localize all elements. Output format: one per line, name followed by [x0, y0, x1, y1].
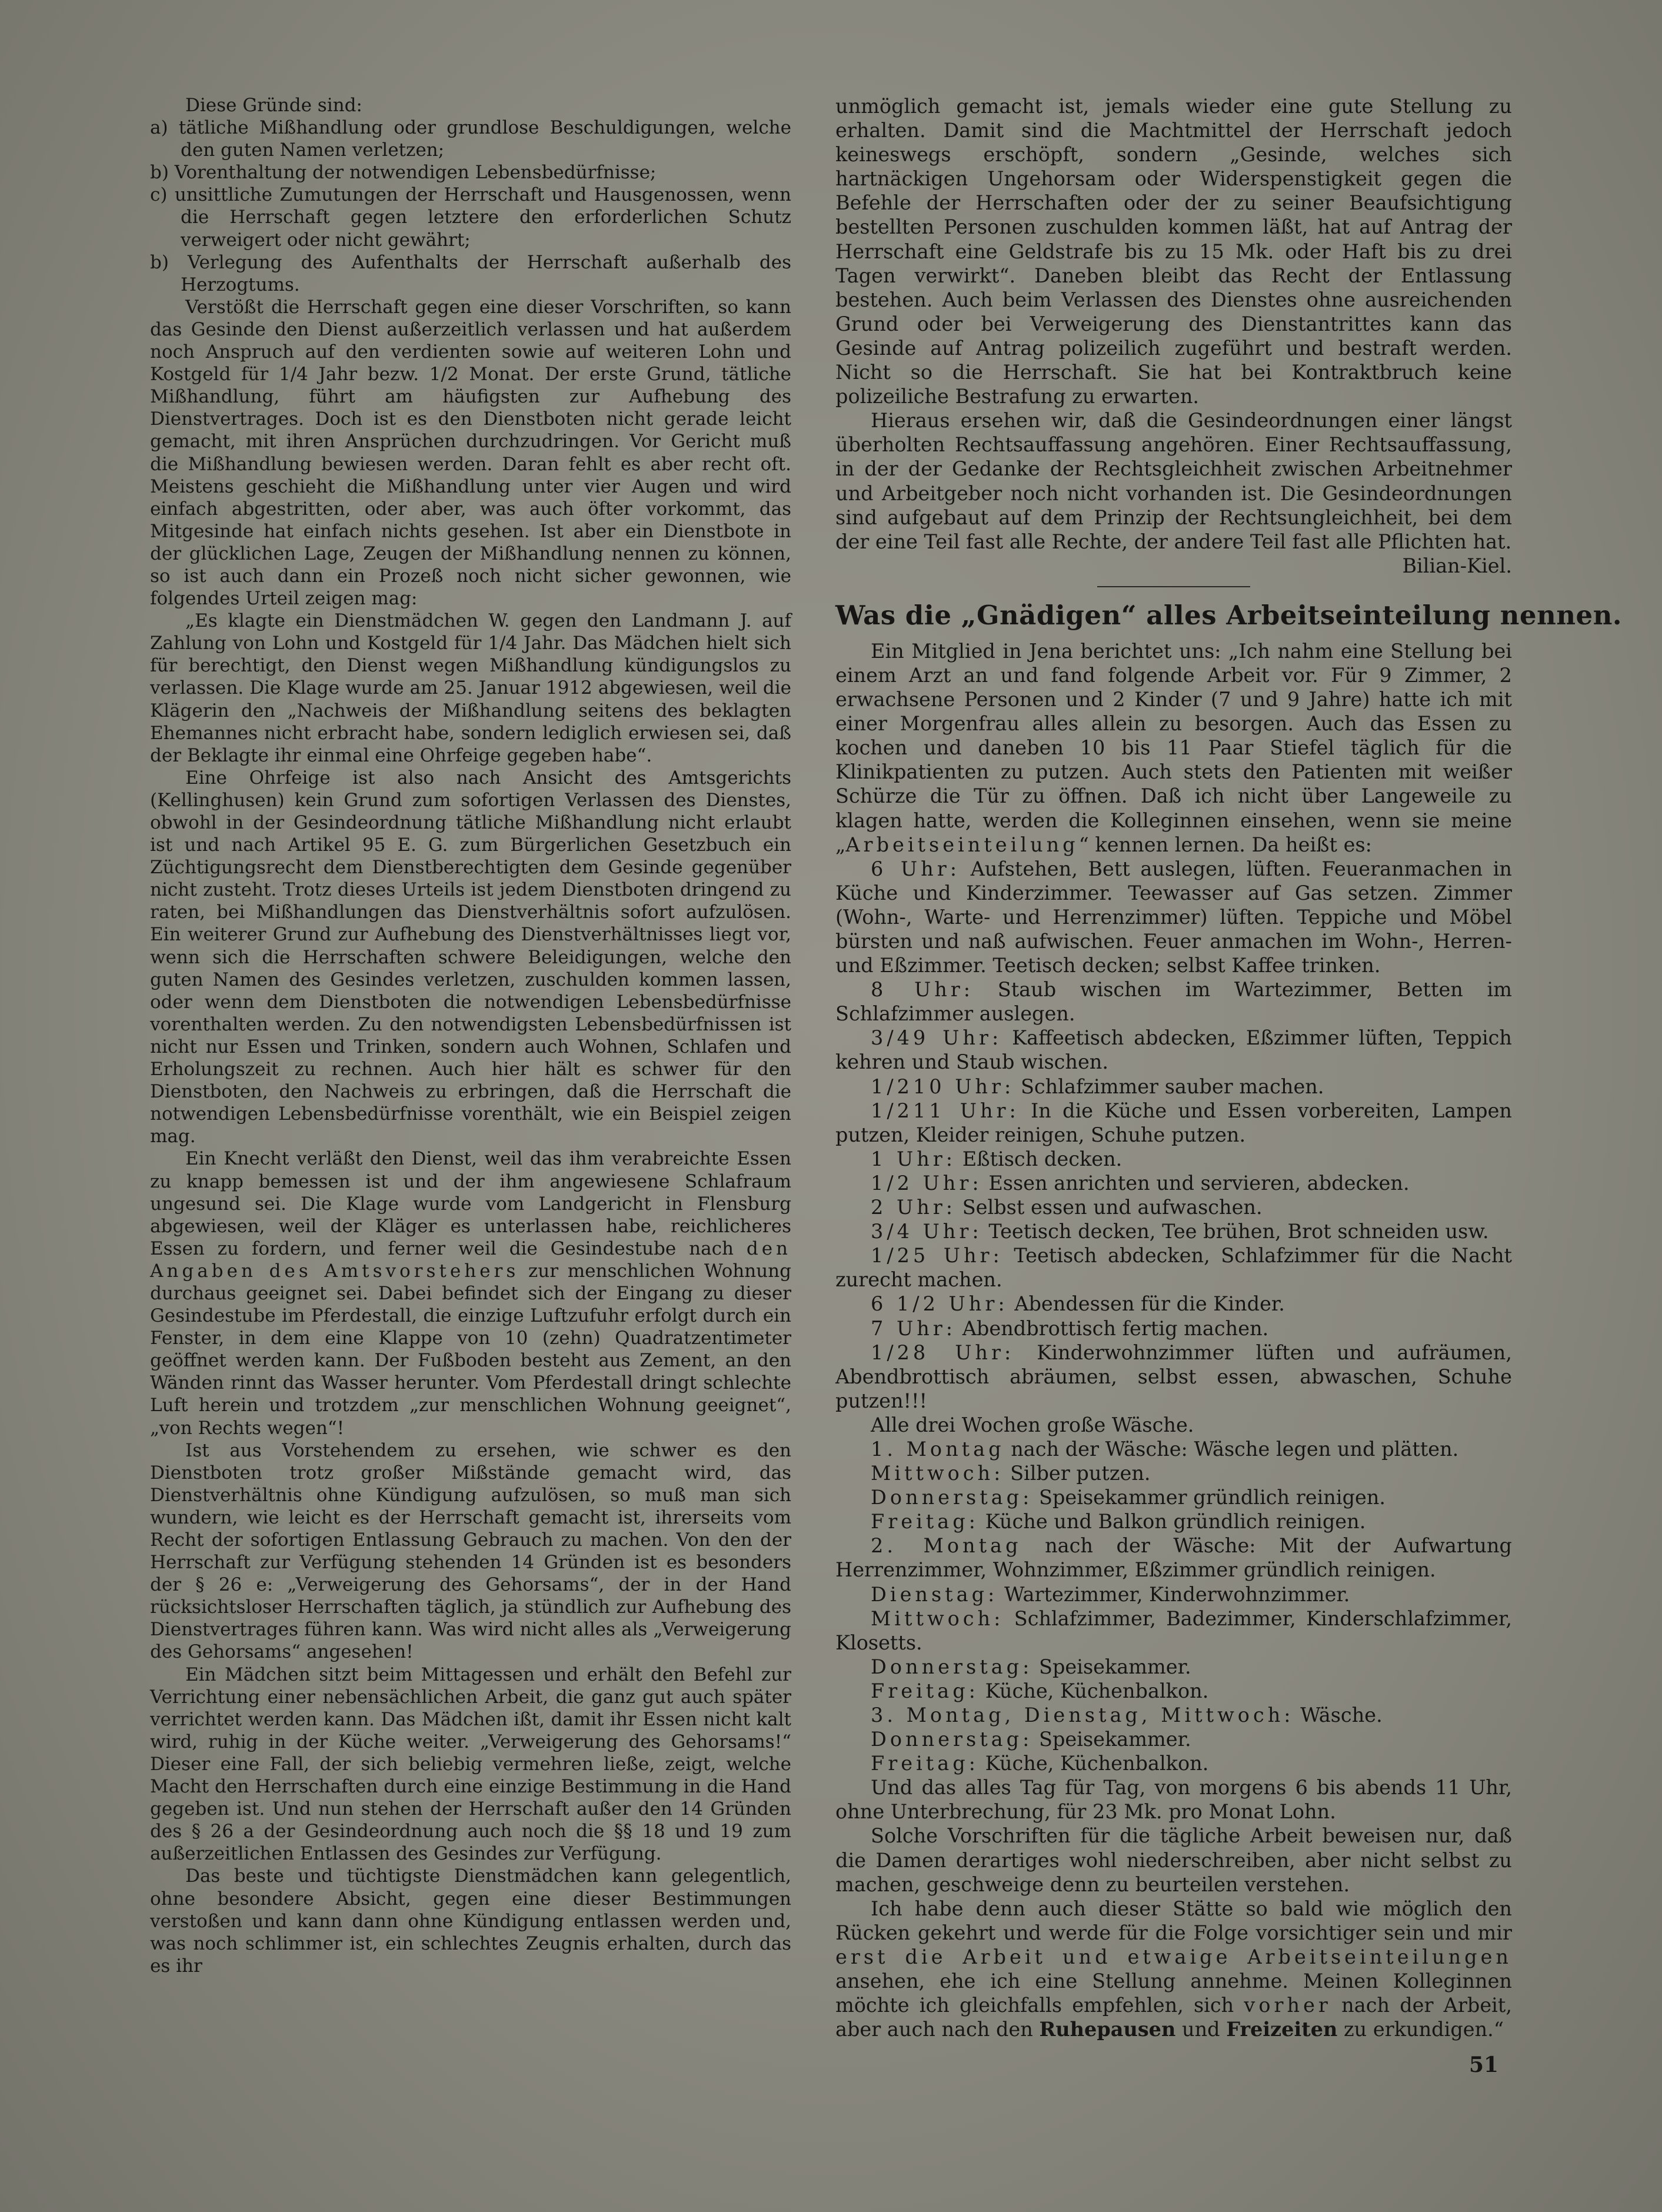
reason-b: b) Vorenthaltung der notwendigen Lebensbedürfnisse; — [150, 162, 657, 184]
daily-schedule — [835, 857, 1512, 1413]
author-signature: Bilian-Kiel. — [1402, 554, 1512, 577]
schedule-task: Speisekammer. — [1039, 1655, 1191, 1678]
schedule-time: 6 Uhr: — [871, 857, 960, 880]
schedule-entry — [835, 1534, 1512, 1582]
schedule-task: nach der Wäsche: Mit der Aufwartung Herrenzimmer, Wohnzimmer, Eßzimmer gründlich reinigen. — [835, 1534, 1512, 1582]
schedule-task: In die Küche und Essen vorbereiten, Lampen putzen, Kleider reinigen, Schuhe putzen. — [835, 1099, 1512, 1146]
schedule-entry — [835, 1655, 1512, 1679]
schedule-task: Eßtisch decken. — [962, 1147, 1123, 1170]
spaced-arbeit: erst die Arbeit und etwaige Arbeitseinteilungen — [835, 1945, 1512, 1968]
schedule-task: Teetisch decken, Tee brühen, Brot schneiden usw. — [988, 1220, 1489, 1243]
schedule-time: 1. Montag — [871, 1437, 1005, 1461]
paragraph-closing: Ich habe denn auch dieser Stätte so bald wie möglich den Rücken gekehrt und werde für die Folge vorsichtiger sein und mir erst die Arbeit und etwaige Arbeitseinteilungen ansehen, ehe ich eine Stellung annehme. Meinen Kolleginnen möchte ich gleichfalls empfehlen, sich vorher nach der Arbeit, aber auch nach den Ruhepausen und Freizeiten zu erkundigen.“ — [835, 1897, 1512, 2041]
schedule-time: 3/4 Uhr: — [871, 1220, 982, 1243]
schedule-entry — [835, 1461, 1512, 1485]
weekly-intro: Alle drei Wochen große Wäsche. — [871, 1413, 1194, 1436]
schedule-entry — [835, 857, 1512, 977]
schedule-time: 6 1/2 Uhr: — [871, 1292, 1008, 1316]
paragraph-ohrfeige: Eine Ohrfeige ist also nach Ansicht des Amtsgerichts (Kellinghusen) kein Grund zum sofortigen Verlassen des Dienstes, obwohl in der Gesindeordnung tätliche Mißhandlung nicht erlaubt ist und nach Artikel 95 E. G. zum Bürgerlichen Gesetzbuch ein Züchtigungsrecht dem Dienstberechtigten dem Gesinde gegenüber nicht zusteht. Trotz dieses Urteils ist jedem Dienstboten dringend zu raten, bei Mißhandlungen das Dienstverhältnis sofort aufzulösen. Ein weiterer Grund zur Aufhebung des Dienstverhältnisses liegt vor, wenn sich die Herrschaften schwere Beleidigungen, welche den guten Namen des Gesindes verletzen, zuschulden kommen lassen, oder wenn dem Dienstboten die notwendigen Lebensbedürfnisse vorenthalten werden. Zu den notwendigsten Lebensbedürfnissen ist nicht nur Essen und Trinken, sondern auch Wohnen, Schlafen und Erholungszeit zu rechnen. Auch hier hält es schwer für den Dienstboten, den Nachweis zu erbringen, daß die Herrschaft die notwendigen Lebensbedürfnisse vorenthält, wie ein Beispiel zeigen mag. — [150, 767, 791, 1147]
schedule-task: Selbst essen und aufwaschen. — [962, 1196, 1263, 1219]
schedule-time: 1/211 Uhr: — [871, 1099, 1020, 1122]
schedule-time: 3/49 Uhr: — [871, 1026, 1002, 1050]
schedule-time: 1/2 Uhr: — [871, 1171, 982, 1195]
schedule-entry — [835, 1485, 1512, 1509]
schedule-task: nach der Wäsche: Wäsche legen und plätten. — [1011, 1437, 1459, 1461]
schedule-entry — [835, 1099, 1512, 1147]
spaced-vorher: vorher — [1244, 1994, 1331, 2017]
schedule-task: Speisekammer. — [1039, 1728, 1191, 1751]
schedule-task: Kaffeetisch abdecken, Eßzimmer lüften, Teppich kehren und Staub wischen. — [835, 1026, 1512, 1074]
paragraph-rechtsauffassung: Hieraus ersehen wir, daß die Gesindeordnungen einer längst überholten Rechtsauffassung angehören. Einer Rechtsauffassung, in der der Gedanke der Rechtsgleichheit zwischen Arbeitnehmer und Arbeitgeber noch nicht vorhanden ist. Die Gesindeordnungen sind aufgebaut auf dem Prinzip der Rechtsungleichheit, bei dem der eine Teil fast alle Rechte, der andere Teil fast alle Pflichten hat. — [835, 409, 1512, 553]
schedule-time: Donnerstag: — [871, 1655, 1033, 1678]
schedule-time: 1/210 Uhr: — [871, 1075, 1015, 1098]
schedule-time: 7 Uhr: — [871, 1316, 957, 1340]
schedule-task: Aufstehen, Bett auslegen, lüften. Feueranmachen in Küche und Kinderzimmer. Teewasser auf Gas setzen. Zimmer (Wohn-, Warte- und Herrenzimmer) lüften. Teppiche und Möbel bürsten und naß aufwischen. Feuer anmachen im Wohn-, Herren- und Eßzimmer. Teetisch decken; selbst Kaffee trinken. — [835, 857, 1512, 977]
schedule-time: 8 Uhr: — [871, 978, 974, 1002]
schedule-time: Dienstag: — [871, 1582, 998, 1606]
page-number: 51 — [1469, 2053, 1499, 2077]
schedule-entry — [835, 1751, 1512, 1775]
paragraph-dienstmaedchen: Das beste und tüchtigste Dienstmädchen kann gelegentlich, ohne besondere Absicht, gegen eine dieser Bestimmungen verstoßen und kann dann ohne Kündigung entlassen werden und, was noch schlimmer ist, ein schlechtes Zeugnis erhalten, durch das es ihr — [150, 1865, 791, 1977]
section-divider — [1097, 586, 1250, 587]
schedule-time: Mittwoch: — [871, 1606, 1004, 1630]
schedule-time: Freitag: — [871, 1510, 979, 1534]
schedule-entry — [835, 1340, 1512, 1413]
schedule-entry — [835, 1703, 1512, 1727]
continued-paragraph: unmöglich gemacht ist, jemals wieder eine gute Stellung zu erhalten. Damit sind die Machtmittel der Herrschaft jedoch keineswegs erschöpft, sondern „Gesinde, welches sich hartnäckigen Ungehorsam oder Widerspenstigkeit gegen die Befehle der Herrschaften oder der zu seiner Beaufsichtigung bestellten Personen zuschulden kommen läßt, hat auf Antrag der Herrschaft eine Geldstrafe bis zu 15 Mk. oder Haft bis zu drei Tagen verwirkt“. Daneben bleibt das Recht der Entlassung bestehen. Auch beim Verlassen des Dienstes ohne ausreichenden Grund oder bei Verweigerung des Dienstantrittes kann das Gesinde auf Antrag polizeilich zugeführt und bestraft werden. Nicht so die Herrschaft. Sie hat bei Kontraktbruch keine polizeiliche Bestrafung zu erwarten. — [835, 95, 1512, 408]
schedule-entry — [835, 1727, 1512, 1751]
schedule-time: Donnerstag: — [871, 1728, 1033, 1751]
schedule-task: Staub wischen im Wartezimmer, Betten im Schlafzimmer auslegen. — [835, 978, 1513, 1026]
paragraph-entlassung: Ist aus Vorstehendem zu ersehen, wie schwer es den Dienstboten trotz großer Mißstände gemacht wird, das Dienstverhältnis ohne Kündigung aufzulösen, so muß man sich wundern, wie leicht es der Herrschaft gemacht ist, ihrerseits vom Recht der sofortigen Entlassung Gebrauch zu machen. Von den der Herrschaft zur Verfügung stehenden 14 Gründen ist es besonders der § 26 e: „Verweigerung des Gehorsams“, der in der Hand rücksichtsloser Herrschaften täglich, ja stündlich zur Aufhebung des Dienstvertrages führen kann. Was wird nicht alles als „Verweigerung des Gehorsams“ angesehen! — [150, 1439, 791, 1663]
schedule-task: Küche und Balkon gründlich reinigen. — [985, 1510, 1366, 1534]
paragraph-knecht: Ein Knecht verläßt den Dienst, weil das ihm verabreichte Essen zu knapp bemessen ist und der ihm angewiesene Schlafraum ungesund sei. Die Klage wurde vom Landgericht in Flensburg abgewiesen, weil der Kläger es unterlassen habe, reichlicheres Essen zu fordern, und ferner weil die Gesindestube nach den Angaben des Amtsvorstehers zur menschlichen Wohnung durchaus geeignet sei. Dabei befindet sich der Eingang zu dieser Gesindestube im Pferdestall, die einzige Luftzufuhr erfolgt durch ein Fenster, in dem eine Klappe von 10 (zehn) Quadratzentimeter geöffnet werden kann. Der Fußboden besteht aus Zement, an den Wänden rinnt das Wasser herunter. Vom Pferdestall dringt schlechte Luft herein und trotzdem „zur menschlichen Wohnung geeignet“, „von Rechts wegen“! — [150, 1148, 791, 1439]
reasons-intro: Diese Gründe sind: — [185, 95, 362, 116]
reason-a: a) tätliche Mißhandlung oder grundlose Beschuldigungen, welche den guten Namen verletzen; — [150, 117, 791, 161]
schedule-task: Teetisch abdecken, Schlafzimmer für die Nacht zurecht machen. — [835, 1244, 1512, 1292]
schedule-time: 2 Uhr: — [871, 1196, 957, 1219]
court-quote: „Es klagte ein Dienstmädchen W. gegen den Landmann J. auf Zahlung von Lohn und Kostgeld für 1/4 Jahr. Das Mädchen hielt sich für berechtigt, den Dienst wegen Mißhandlung kündigungslos zu verlassen. Die Klage wurde am 25. Januar 1912 abgewiesen, weil die Klägerin den „Nachweis der Mißhandlung seitens des beklagten Ehemannes nicht erbracht habe, sondern lediglich erwiesen sei, daß der Beklagte ihr einmal eine Ohrfeige gegeben habe“. — [150, 610, 791, 766]
schedule-time: 2. Montag — [871, 1534, 1022, 1558]
schedule-task: Kinderwohnzimmer lüften und aufräumen, Abendbrottisch abräumen, selbst essen, abwaschen, Schuhe putzen!!! — [835, 1340, 1512, 1412]
spaced-amtsvorsteher: den Angaben des Amtsvorstehers — [150, 1238, 791, 1282]
schedule-task: Speisekammer gründlich reinigen. — [1039, 1486, 1386, 1509]
paragraph-solche-vorschriften: Solche Vorschriften für die tägliche Arbeit beweisen nur, daß die Damen derartiges wohl niederschreiben, aber nicht selbst zu machen, geschweige denn zu beurteilen verstehen. — [835, 1824, 1512, 1896]
schedule-entry — [835, 1292, 1512, 1316]
schedule-entry — [835, 977, 1512, 1026]
week-3-tasks — [835, 1703, 1512, 1775]
paragraph-mittagessen: Ein Mädchen sitzt beim Mittagessen und erhält den Befehl zur Verrichtung einer nebensächlichen Arbeit, die ganz gut auch später verrichtet werden kann. Das Mädchen ißt, damit ihr Essen nicht kalt wird, ruhig in der Küche weiter. „Verweigerung des Gehorsams!“ Dieser eine Fall, der sich beliebig vermehren ließe, zeigt, welche Macht den Herrschaften durch eine einzige Bestimmung in die Hand gegeben ist. Und nun stehen der Herrschaft außer den 14 Gründen des § 26 a der Gesindeordnung auch noch die §§ 18 und 19 zum außerzeitlichen Entlassen des Gesindes zur Verfügung. — [150, 1664, 791, 1865]
reason-d: b) Verlegung des Aufenthalts der Herrschaft außerhalb des Herzogtums. — [150, 251, 791, 295]
week-1-tasks — [835, 1437, 1512, 1534]
schedule-entry — [835, 1219, 1512, 1243]
week-2-tasks — [835, 1534, 1512, 1703]
schedule-entry — [835, 1147, 1512, 1171]
schedule-entry — [835, 1026, 1512, 1074]
schedule-entry — [835, 1509, 1512, 1534]
schedule-time: Mittwoch: — [871, 1462, 1004, 1485]
schedule-task: Essen anrichten und servieren, abdecken. — [988, 1171, 1410, 1195]
schedule-task: Küche, Küchenbalkon. — [985, 1752, 1209, 1775]
paragraph-tag-fuer-tag: Und das alles Tag für Tag, von morgens 6 bis abends 11 Uhr, ohne Unterbrechung, für 23 Mk. pro Monat Lohn. — [835, 1776, 1512, 1824]
bold-ruhepausen: Ruhepausen — [1039, 2018, 1176, 2041]
right-column — [835, 94, 1623, 2041]
schedule-time: Donnerstag: — [871, 1486, 1033, 1509]
schedule-time: 3. Montag, Dienstag, Mittwoch: — [871, 1704, 1294, 1727]
schedule-entry — [835, 1195, 1512, 1219]
schedule-task: Silber putzen. — [1010, 1462, 1151, 1485]
schedule-task: Schlafzimmer sauber machen. — [1020, 1075, 1324, 1098]
schedule-entry — [835, 1679, 1512, 1703]
bold-freizeiten: Freizeiten — [1226, 2018, 1338, 2041]
schedule-entry — [835, 1243, 1512, 1292]
schedule-entry — [835, 1075, 1512, 1099]
schedule-time: 1/25 Uhr: — [871, 1244, 1003, 1268]
schedule-entry — [835, 1437, 1512, 1461]
schedule-task: Wäsche. — [1300, 1704, 1383, 1727]
schedule-task: Schlafzimmer, Badezimmer, Kinderschlafzimmer, Klosetts. — [835, 1606, 1512, 1654]
left-column — [150, 94, 791, 1977]
schedule-entry — [835, 1606, 1512, 1655]
schedule-time: Freitag: — [871, 1679, 979, 1702]
schedule-entry — [835, 1316, 1512, 1340]
schedule-task: Wartezimmer, Kinderwohnzimmer. — [1004, 1582, 1350, 1606]
schedule-entry — [835, 1582, 1512, 1606]
schedule-time: 1 Uhr: — [871, 1147, 957, 1170]
schedule-task: Küche, Küchenbalkon. — [985, 1679, 1209, 1702]
spaced-arbeitseinteilung: Arbeitseinteilung — [845, 833, 1079, 856]
article-intro: Ein Mitglied in Jena berichtet uns: „Ich nahm eine Stellung bei einem Arzt an und fand folgende Arbeit vor. Für 9 Zimmer, 2 erwachsene Personen und 2 Kinder (7 und 9 Jahre) hatte ich mit einer Morgenfrau alles allein zu besorgen. Auch das Essen zu kochen und daneben 10 bis 11 Paar Stiefel täglich für die Klinikpatienten zu putzen. Auch stets den Patienten mit weißer Schürze die Tür zu öffnen. Daß ich nicht über Langeweile zu klagen hatte, werden die Kolleginnen einsehen, wenn sie meine „Arbeitseinteilung“ kennen lernen. Da heißt es: — [835, 639, 1512, 856]
schedule-time: Freitag: — [871, 1752, 979, 1775]
paragraph-herrschaft-verstoesst: Verstößt die Herrschaft gegen eine dieser Vorschriften, so kann das Gesinde den Dienst außerzeitlich verlassen und hat außerdem noch Anspruch auf den verdienten sowie auf weiteren Lohn und Kostgeld für 1/4 Jahr bezw. 1/2 Monat. Der erste Grund, tätliche Mißhandlung, führt am häufigsten zur Aufhebung des Dienstvertrages. Doch ist es den Dienstboten nicht gerade leicht gemacht, mit ihren Ansprüchen durchzudringen. Vor Gericht muß die Mißhandlung bewiesen werden. Daran fehlt es aber recht oft. Meistens geschieht die Mißhandlung unter vier Augen und wird einfach abgestritten, oder aber, was auch öfter vorkommt, das Mitgesinde hat einfach nichts gesehen. Ist aber ein Dienstbote in der glücklichen Lage, Zeugen der Mißhandlung nennen zu können, so ist auch dann ein Prozeß noch nicht sicher gewonnen, wie folgendes Urteil zeigen mag: — [150, 296, 791, 610]
schedule-task: Abendbrottisch fertig machen. — [962, 1316, 1269, 1340]
schedule-entry — [835, 1171, 1512, 1195]
schedule-time: 1/28 Uhr: — [871, 1340, 1015, 1364]
schedule-task: Abendessen für die Kinder. — [1014, 1292, 1285, 1316]
article-heading: Was die „Gnädigen“ alles Arbeitseinteilung nennen. — [835, 599, 1623, 631]
reason-c: c) unsittliche Zumutungen der Herrschaft und Hausgenossen, wenn die Herrschaft gegen letztere den erforderlichen Schutz verweigert oder nicht gewährt; — [150, 184, 791, 251]
